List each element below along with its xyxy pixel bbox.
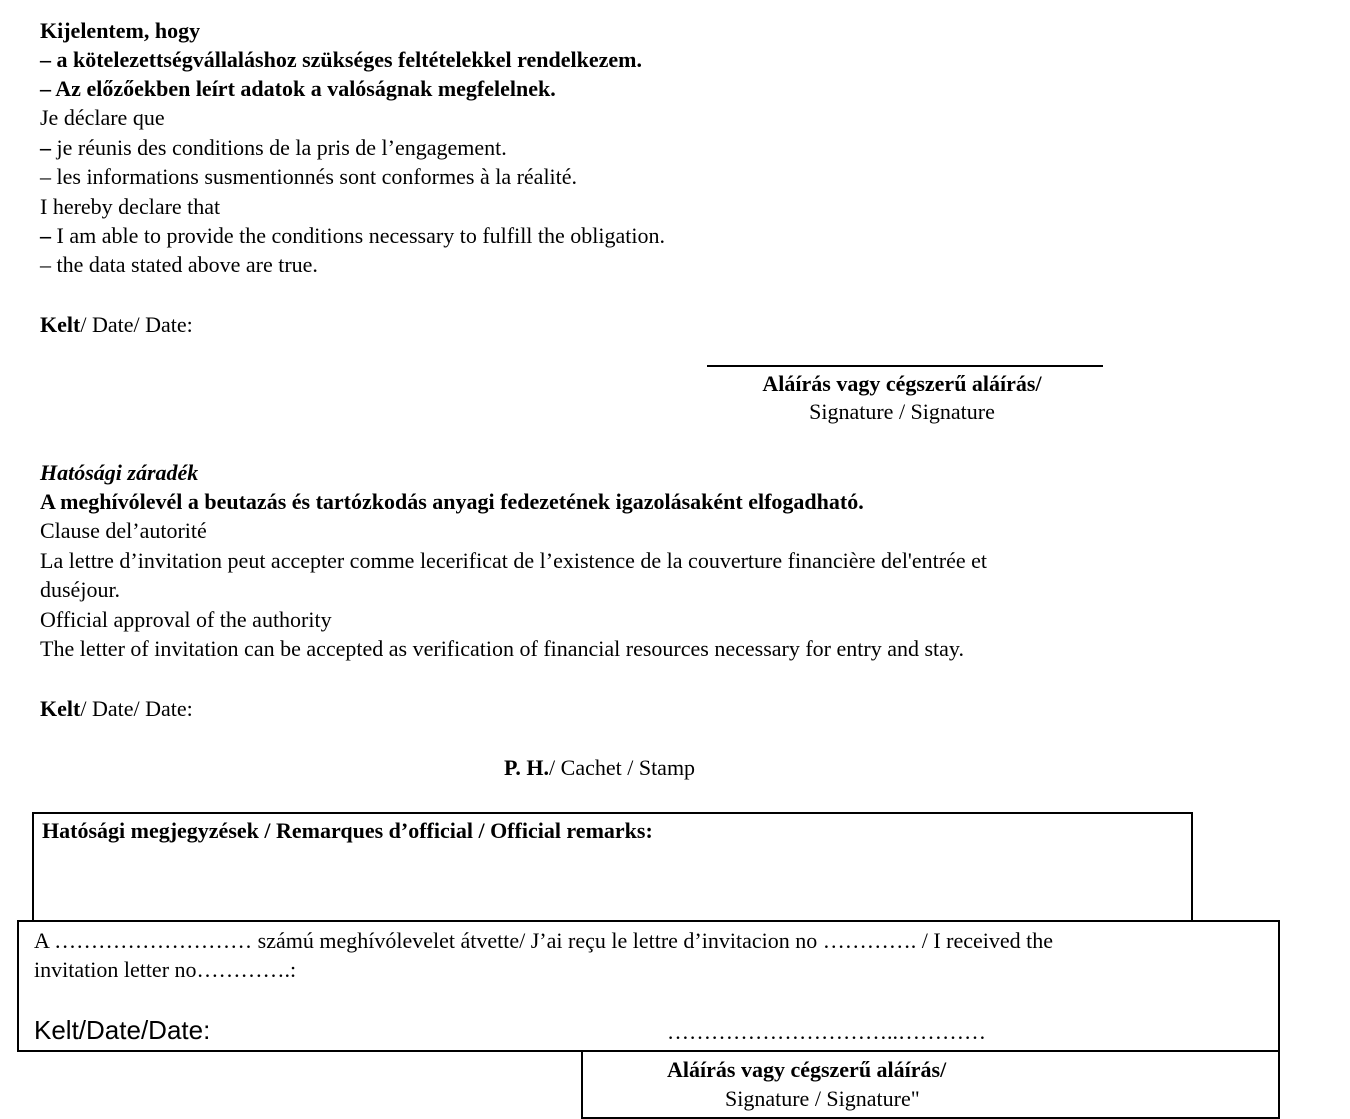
- authority-fr-text-line-2: duséjour.: [40, 577, 121, 602]
- dash: –: [40, 223, 51, 248]
- signature-box-hu: Aláírás vagy cégszerű aláírás/: [667, 1057, 947, 1082]
- declaration-en-heading: I hereby declare that: [40, 194, 221, 219]
- declaration-hu-line-2: – Az előzőekben leírt adatok a valóságnak megfelelnek.: [40, 76, 556, 101]
- date-label-bold: Kelt: [40, 696, 81, 721]
- receipt-date-label: Kelt/Date/Date:: [34, 1015, 211, 1045]
- authority-fr-text-line-1: La lettre d’invitation peut accepter comme lecerificat de l’existence de la couverture financière del'entrée et: [40, 548, 987, 573]
- authority-heading: Hatósági záradék: [40, 460, 199, 485]
- declaration-signature-caption: [700, 370, 1104, 426]
- declaration-hu-heading: Kijelentem, hogy: [40, 18, 201, 43]
- authority-en-heading: Official approval of the authority: [40, 607, 332, 632]
- declaration-fr-line-1-text: je réunis des conditions de la pris de l’engagement.: [51, 135, 507, 160]
- receipt-text-line-2: invitation letter no………….:: [34, 957, 297, 982]
- signature-box-en: Signature / Signature": [725, 1086, 920, 1111]
- declaration-en-line-2: – the data stated above are true.: [40, 252, 318, 277]
- receipt-text-line-1: A ……………………… számú meghívólevelet átvette/ J’ai reçu le lettre d’invitacion no …………. / I received the: [34, 928, 1054, 953]
- declaration-en-line-1: [40, 223, 665, 249]
- signature-caption-en: Signature / Signature: [809, 399, 995, 424]
- stamp-label-bold: P. H.: [504, 755, 550, 780]
- receipt-signature-dots: …………………………..…………: [667, 1019, 986, 1044]
- declaration-fr-line-2: – les informations susmentionnés sont conformes à la réalité.: [40, 164, 578, 189]
- authority-en-text: The letter of invitation can be accepted as verification of financial resources necessary for entry and stay.: [40, 636, 964, 661]
- date-label-rest: / Date/ Date:: [80, 312, 193, 337]
- declaration-fr-line-1: [40, 135, 507, 161]
- declaration-fr-heading: Je déclare que: [40, 105, 165, 130]
- date-label-bold: Kelt: [40, 312, 81, 337]
- signature-box: [581, 1050, 1280, 1119]
- authority-date-field: [40, 696, 193, 722]
- declaration-hu-line-1: – a kötelezettségvállaláshoz szükséges feltételekkel rendelkezem.: [40, 47, 643, 72]
- authority-fr-heading: Clause del’autorité: [40, 518, 207, 543]
- dash: –: [40, 135, 51, 160]
- stamp-placeholder: [504, 755, 695, 781]
- authority-hu-text: A meghívólevél a beutazás és tartózkodás anyagi fedezetének igazolásaként elfogadható.: [40, 489, 864, 514]
- official-remarks-label: Hatósági megjegyzések / Remarques d’official / Official remarks:: [42, 818, 653, 843]
- official-remarks-box: [32, 812, 1193, 922]
- declaration-date-field: [40, 312, 193, 338]
- stamp-label-rest: / Cachet / Stamp: [549, 755, 696, 780]
- declaration-en-line-1-text: I am able to provide the conditions necessary to fulfill the obligation.: [51, 223, 666, 248]
- receipt-box: [17, 920, 1280, 1052]
- date-label-rest: / Date/ Date:: [80, 696, 193, 721]
- signature-line: [707, 365, 1103, 367]
- signature-caption-hu: Aláírás vagy cégszerű aláírás/: [762, 371, 1042, 396]
